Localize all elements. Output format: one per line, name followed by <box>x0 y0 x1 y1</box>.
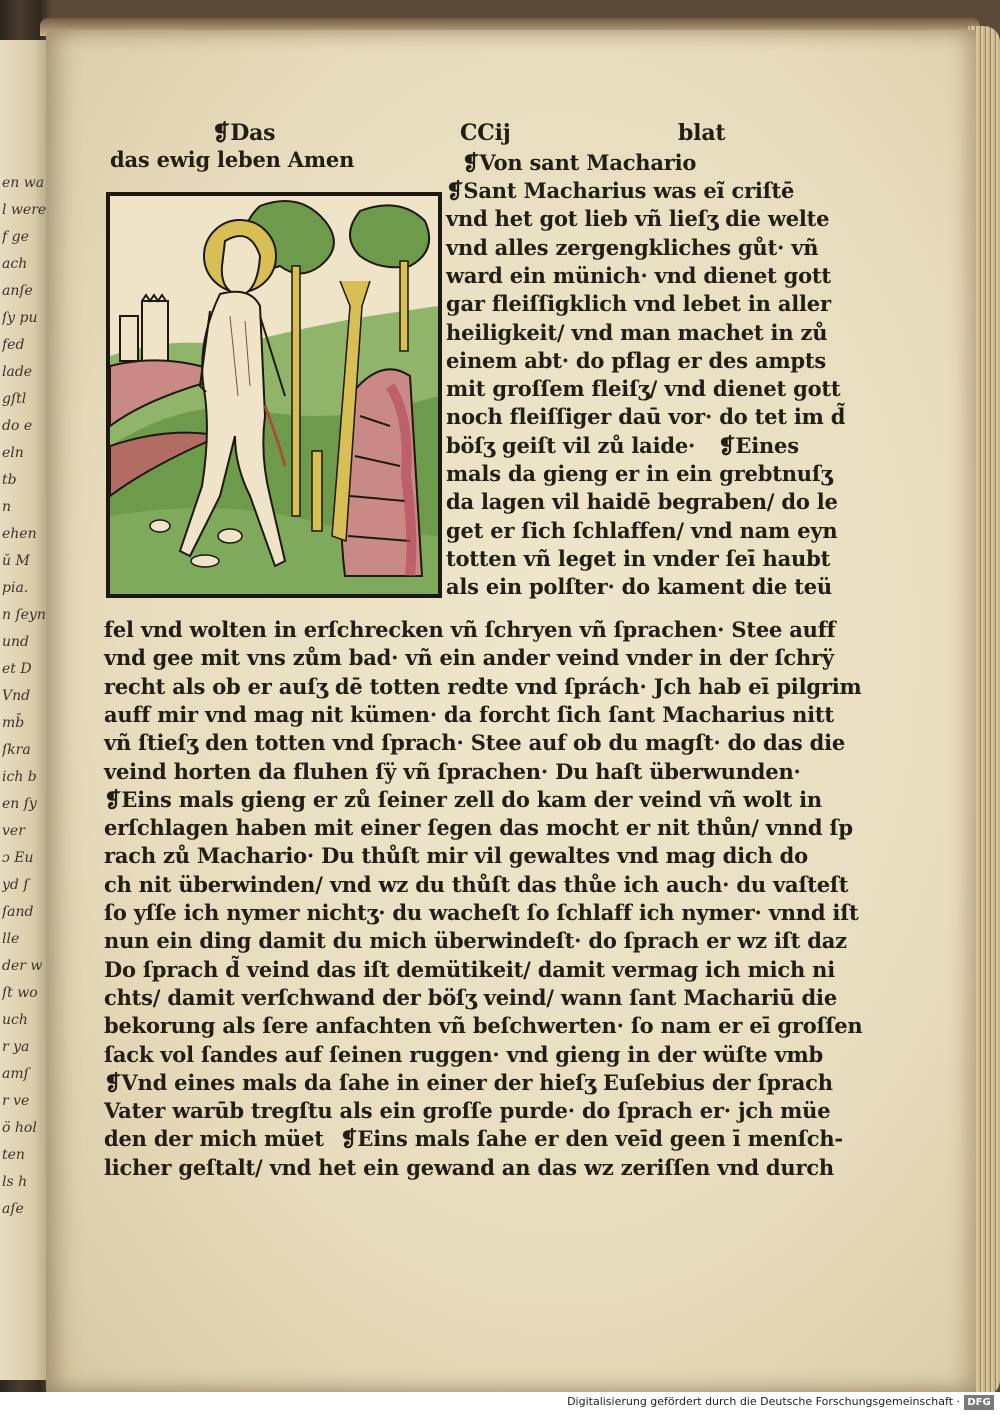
running-head-text: Das <box>230 120 276 146</box>
text-line <box>104 645 834 670</box>
text-line-content: Do ſprach d̃ veind das iſt demütikeit/ damit vermag ich mich ni <box>104 956 836 982</box>
previous-page-fragment: en wa <box>2 175 45 191</box>
previous-page-fragment: ŭ M <box>2 553 30 569</box>
continuation-line: das ewig leben Amen <box>110 147 355 172</box>
text-line <box>104 759 801 784</box>
previous-page-fragment: amſ <box>2 1066 29 1082</box>
text-line-content: chts/ damit verſchwand der böſʒ veind/ wann ſant Machariū die <box>104 984 837 1010</box>
text-line-content: mit groſſem fleiſʒ/ vnd dienet gott <box>446 376 841 402</box>
text-line <box>446 206 829 231</box>
text-line <box>446 263 831 288</box>
funding-credit: Digitalisierung gefördert durch die Deutsche Forschungsgemeinschaft · <box>567 1395 960 1408</box>
previous-page-fragment: ten <box>2 1147 25 1163</box>
previous-page-fragment: ſy pu <box>2 310 38 326</box>
text-line-content: mals da gieng er in ein grebtnuſʒ <box>446 461 833 486</box>
previous-page-fragment: do e <box>2 418 33 434</box>
text-line <box>446 546 830 571</box>
folio-number: CCij <box>460 120 511 146</box>
text-line-content: Vater warūb tregſtu als ein groſſe purde· do ſprach er· jch müe <box>104 1098 831 1124</box>
text-line-content: Eins mals ſahe er den veīd geen ī menſch- <box>357 1126 843 1152</box>
text-line-content: fel vnd wolten in erſchrecken vñ ſchryen vñ ſprachen· Stee auff <box>104 617 836 642</box>
previous-page-fragment: gſtl <box>2 391 27 407</box>
text-line-content: böſʒ geiſt vil zů laide· <box>446 432 696 458</box>
text-line-content: vnd gee mit vns zům bad· vñ ein ander veind vnder in der ſchrÿ <box>104 645 834 671</box>
text-line <box>446 433 695 458</box>
woodcut-illustration <box>106 192 442 598</box>
previous-page-fragment: und <box>2 634 29 650</box>
previous-page-fragment: lle <box>2 931 20 947</box>
text-line <box>446 404 845 429</box>
running-head-left <box>212 120 275 146</box>
text-line-content: Eins mals gieng er zů ſeiner zell do kam der veind vñ wolt in <box>121 786 822 812</box>
pilcrow-icon: ❡ <box>718 432 736 458</box>
pilcrow-icon: ❡ <box>446 178 464 203</box>
text-line-content: erſchlagen haben mit einer ſegen das mocht er nit thůn/ vnnd ſp <box>104 815 853 841</box>
text-line-content: den der mich müet <box>104 1126 324 1152</box>
text-line <box>104 1070 833 1095</box>
previous-page-fragment: anſe <box>2 283 33 299</box>
previous-page-fragment: aſe <box>2 1201 24 1217</box>
previous-page-fragment: lade <box>2 364 33 380</box>
pilcrow-icon: ❡ <box>104 786 122 812</box>
pilcrow-icon: ❡ <box>104 1069 122 1095</box>
text-line <box>340 1126 843 1151</box>
text-line <box>104 730 845 755</box>
text-line <box>446 518 837 543</box>
text-line-content: als ein polſter· do kament die teü <box>446 574 832 600</box>
previous-page-fragment: pia. <box>2 580 29 596</box>
previous-page-fragment: yd ſ <box>2 877 29 893</box>
text-line-content: vnd alles zergengkliches gůt· vñ <box>446 234 819 260</box>
text-line <box>104 1126 324 1151</box>
text-line-content: nun ein ding damit du mich überwindeſt· do ſprach er wz iſt daz <box>104 928 847 954</box>
previous-page-fragment: ſkra <box>2 742 31 758</box>
text-line <box>446 489 838 514</box>
previous-page-fragment: ach <box>2 256 28 272</box>
text-line <box>446 348 826 373</box>
previous-page-text <box>2 170 46 1223</box>
text-line-content: vñ ſtieſʒ den totten vnd ſprach· Stee auf ob du magſt· do das die <box>104 730 846 756</box>
text-line <box>446 574 832 599</box>
footer-bar <box>0 1392 1000 1415</box>
previous-page-fragment: Vnd <box>2 688 31 704</box>
text-line <box>104 1098 830 1123</box>
text-line <box>104 815 853 840</box>
text-line <box>104 957 835 982</box>
text-line <box>446 320 827 345</box>
chapter-title-text: Von sant Machario <box>479 150 697 175</box>
text-line-content: gar fleiſſigklich vnd lebet in aller <box>446 291 831 317</box>
previous-page-fragment: f ge <box>2 229 29 245</box>
text-line <box>104 702 834 727</box>
dfg-logo: DFG <box>964 1395 994 1410</box>
text-line-content: get er ſich ſchlaffen/ vnd nam eyn <box>446 517 838 543</box>
chapter-title <box>462 150 696 175</box>
previous-page-fragment: tb <box>2 472 17 488</box>
text-line <box>104 843 808 868</box>
text-line-content: bekorung als ſere anfachten vñ beſchwerten· ſo nam er eī groſſen <box>104 1013 863 1039</box>
text-line <box>104 787 822 812</box>
text-line <box>104 1013 862 1038</box>
text-line <box>104 617 835 642</box>
previous-page-edge <box>0 40 48 1380</box>
previous-page-fragment: ɔ Eu <box>2 850 34 866</box>
running-head-right: blat <box>678 120 726 146</box>
previous-page-fragment: ver <box>2 823 25 839</box>
previous-page-fragment: r ve <box>2 1093 30 1109</box>
text-line <box>446 178 794 203</box>
text-line-content: Sant Macharius was eĩ criſtē <box>463 178 795 203</box>
previous-page-fragment: eln <box>2 445 24 461</box>
text-line <box>446 235 818 260</box>
previous-page-fragment: l were <box>2 202 46 218</box>
woodcut-saint-macarius <box>110 196 438 594</box>
pilcrow-icon: ❡ <box>340 1126 358 1152</box>
text-line-content: licher geſtalt/ vnd het ein gewand an das wz zeriſſen vnd durch <box>104 1154 834 1180</box>
text-line-content: ſo yſſe ich nymer nichtʒ· du wacheſt ſo ſchlaff ich nymer· vnnd iſt <box>104 900 859 925</box>
previous-page-fragment: fed <box>2 337 25 353</box>
text-line-content: Eines <box>735 432 799 458</box>
text-line <box>446 291 831 316</box>
text-line-content: ch nit überwinden/ vnd wz du thůſt das thůe ich auch· du vaſteſt <box>104 871 849 897</box>
text-line <box>104 985 837 1010</box>
text-line-content: Vnd eines mals da ſahe in einer der hieſʒ Euſebius der ſprach <box>121 1069 833 1095</box>
previous-page-fragment: ſand <box>2 904 34 920</box>
previous-page-fragment: uch <box>2 1012 28 1028</box>
previous-page-fragment: n <box>2 499 12 515</box>
pilcrow-icon: ❡ <box>462 150 480 175</box>
text-line <box>446 376 840 401</box>
text-line <box>104 1042 823 1067</box>
text-line <box>718 433 799 458</box>
previous-page-fragment: ehen <box>2 526 37 542</box>
text-line-content: recht als ob er auſʒ dē totten redte vnd ſprách· Jch hab eī pilgrim <box>104 673 862 699</box>
text-line-content: veind horten da fluhen ſÿ vñ ſprachen· Du haſt überwunden· <box>104 758 801 784</box>
pilcrow-icon: ❡ <box>212 120 231 146</box>
text-line <box>446 461 832 486</box>
text-line-content: rach zů Machario· Du thůſt mir vil gewaltes vnd mag dich do <box>104 843 808 869</box>
previous-page-fragment: ls h <box>2 1174 28 1190</box>
text-line-content: ward ein münich· vnd dienet gott <box>446 262 831 288</box>
text-line <box>104 872 848 897</box>
text-line-content: da lagen vil haidē begraben/ do le <box>446 489 838 515</box>
previous-page-fragment: n ſeyn <box>2 607 46 623</box>
text-line-content: einem abt· do pflag er des ampts <box>446 347 826 373</box>
text-line <box>104 900 859 925</box>
previous-page-fragment: et D <box>2 661 32 677</box>
text-line-content: auff mir vnd mag nit kümen· da forcht ſich ſant Macharius nitt <box>104 701 834 727</box>
previous-page-fragment: mb̄ <box>2 715 25 731</box>
previous-page-fragment: ö hol <box>2 1120 37 1136</box>
text-line <box>104 928 847 953</box>
text-line-content: totten vñ leget in vnder ſeī haubt <box>446 545 831 571</box>
text-line-content: ſack vol ſandes auf ſeinen ruggen· vnd gieng in der wüſte vmb <box>104 1041 824 1067</box>
previous-page-fragment: ich b <box>2 769 37 785</box>
previous-page-fragment: r ya <box>2 1039 30 1055</box>
text-line-content: heiligkeit/ vnd man machet in zů <box>446 319 828 345</box>
previous-page-fragment: en ſy <box>2 796 37 812</box>
text-line-content: vnd het got lieb vñ lieſʒ die welte <box>446 206 830 232</box>
text-line-content: noch fleiſſiger daū vor· do tet im d̃ <box>446 404 846 430</box>
text-line <box>104 1155 834 1180</box>
previous-page-fragment: ſt wo <box>2 985 38 1001</box>
previous-page-fragment: der w <box>2 958 43 974</box>
text-line <box>104 674 862 699</box>
